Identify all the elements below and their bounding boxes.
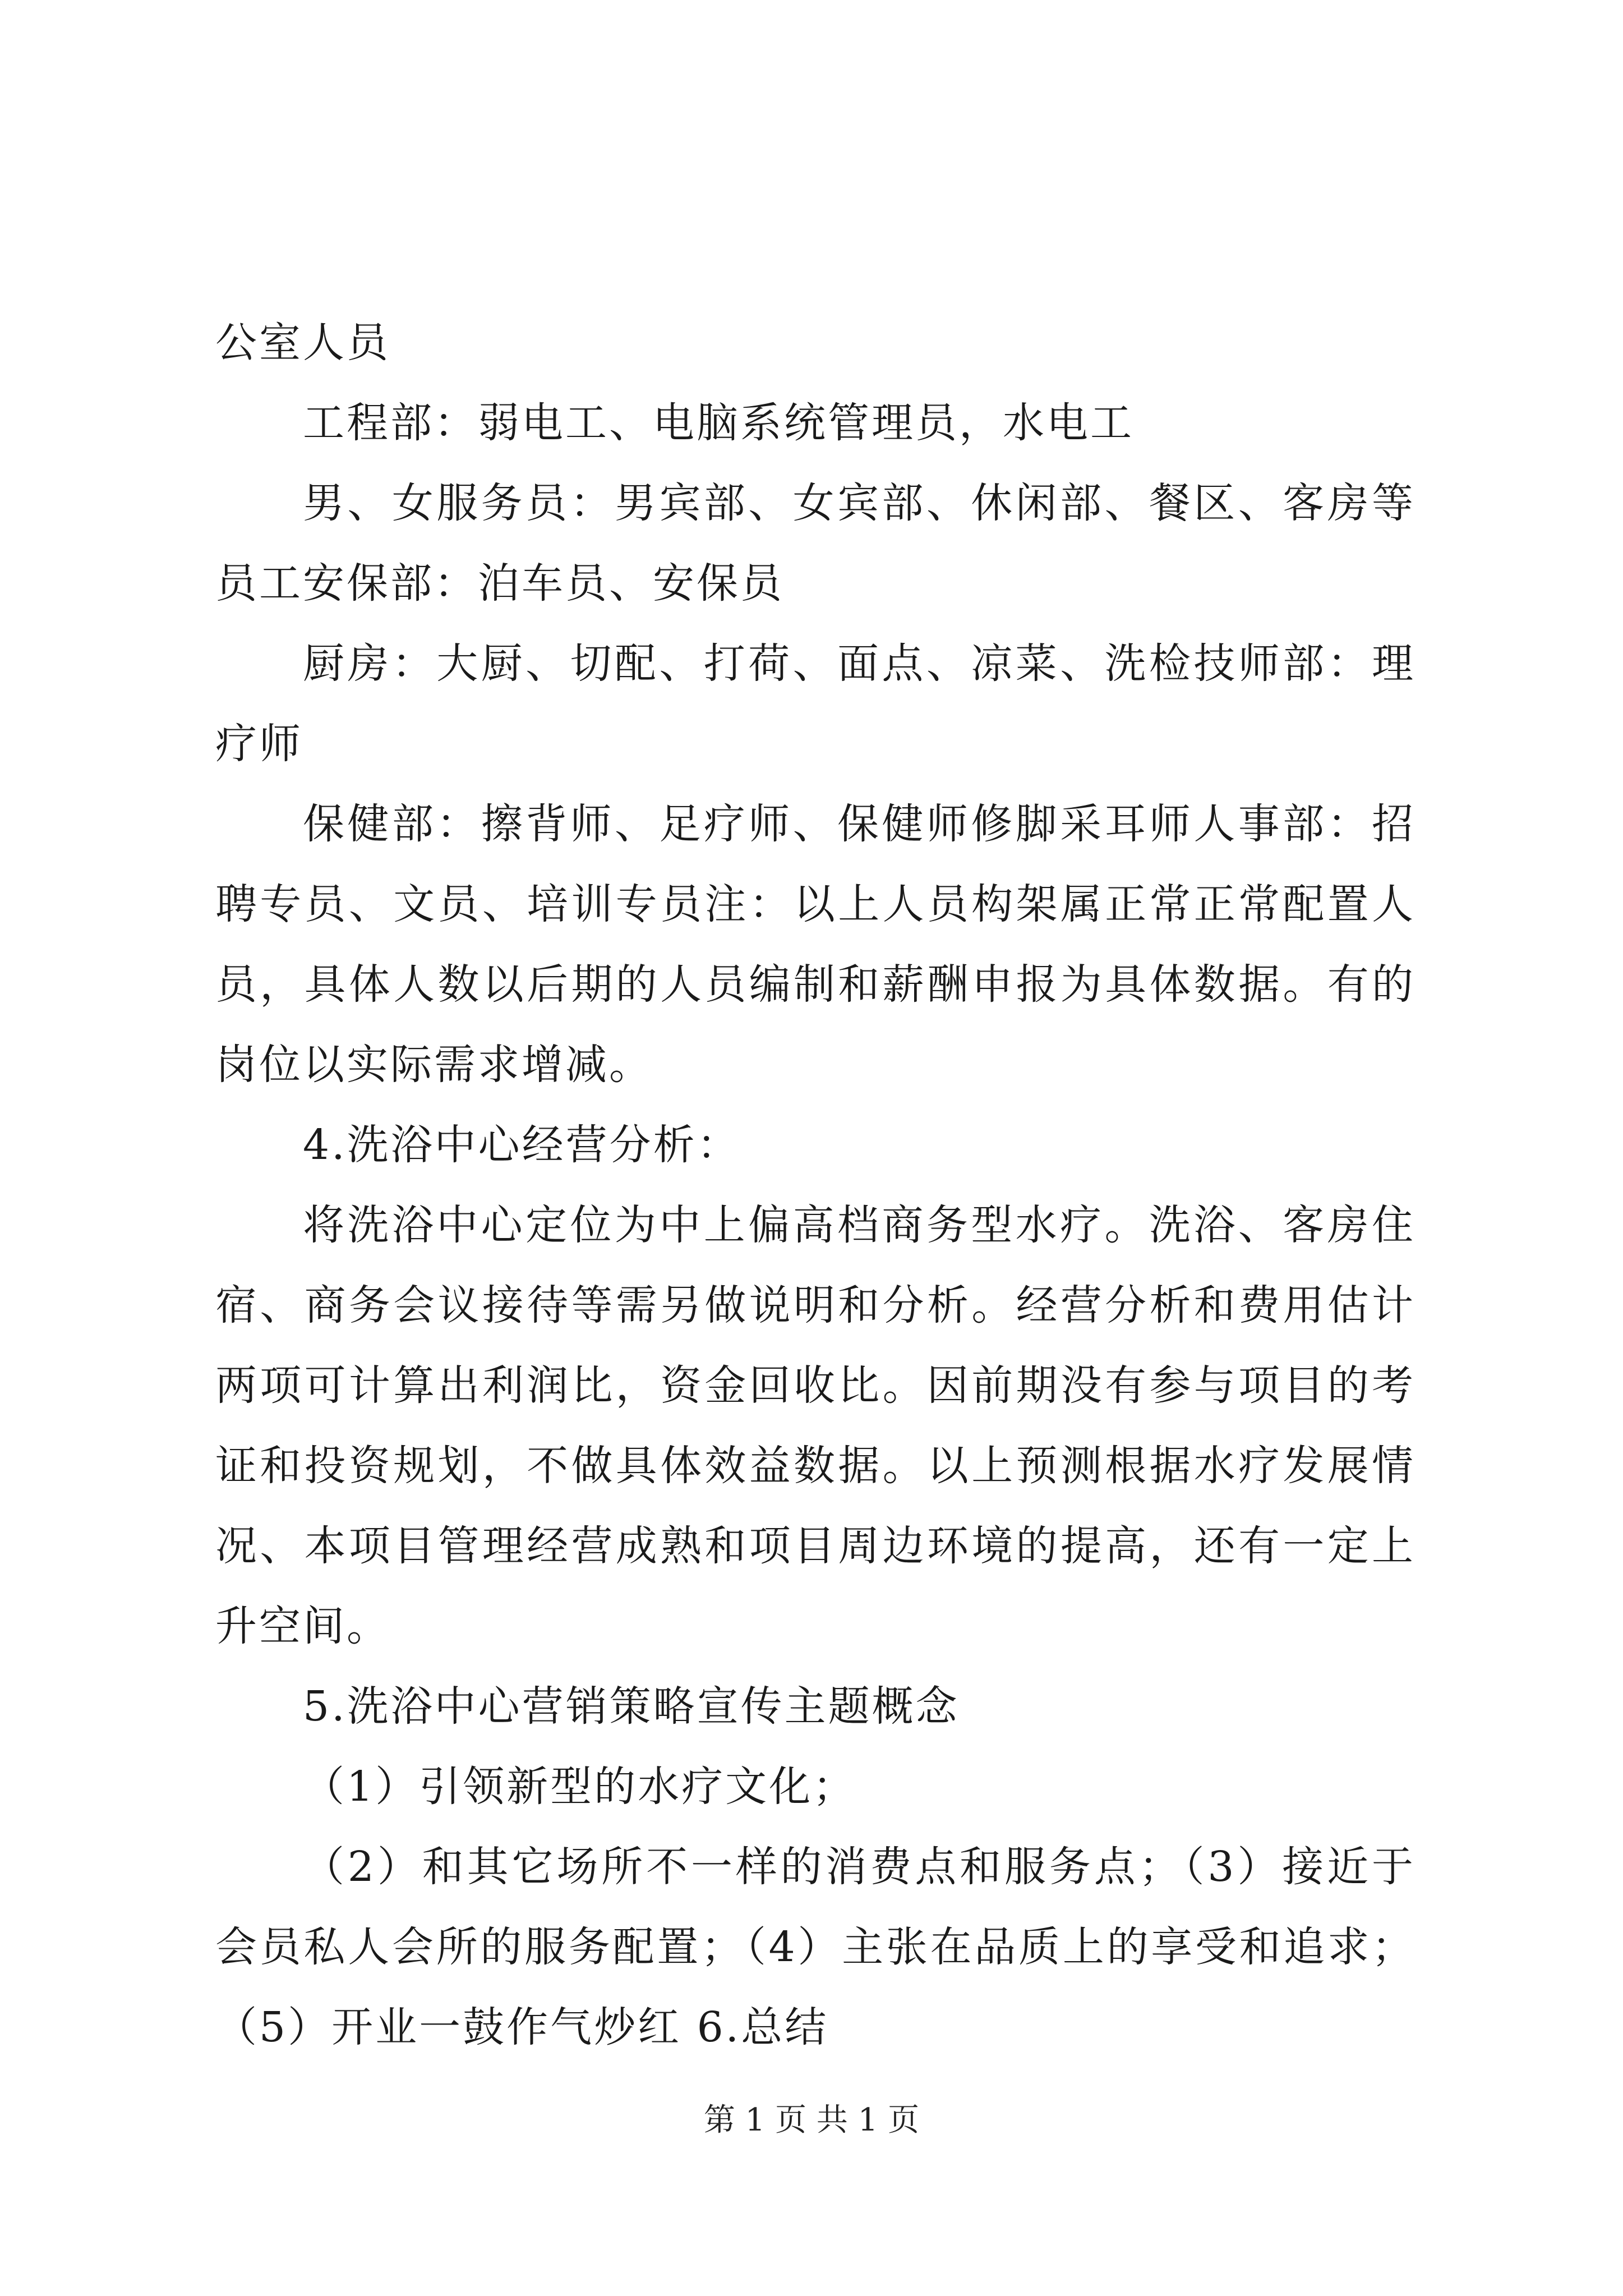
heading-marketing-strategy: 5.洗浴中心营销策略宣传主题概念 xyxy=(303,1682,960,1731)
paragraph-office-staff: 公室人员 xyxy=(215,319,390,367)
paragraph-engineering: 工程部：弱电工、电脑系统管理员，水电工 xyxy=(303,399,1134,447)
document-body xyxy=(215,303,1415,2068)
paragraph-service-staff: 男、女服务员：男宾部、女宾部、休闲部、餐区、客房等员工安保部：泊车员、安保员 xyxy=(215,479,1415,608)
paragraph-kitchen: 厨房：大厨、切配、打荷、面点、凉菜、洗检技师部：理疗师 xyxy=(215,639,1415,768)
list-item-1: （1）引领新型的水疗文化； xyxy=(303,1763,857,1811)
paragraph-positioning: 将洗浴中心定位为中上偏高档商务型水疗。洗浴、客房住宿、商务会议接待等需另做说明和分析。经营分析和费用估计两项可计算出利润比，资金回收比。因前期没有参与项目的考证和投资规划，不做具体效益数据。以上预测根据水疗发展情况、本项目管理经营成熟和项目周边环境的提高，还有一定上升空间。 xyxy=(215,1201,1415,1650)
paragraph-health-dept: 保健部：擦背师、足疗师、保健师修脚采耳师人事部：招聘专员、文员、培训专员注：以上人员构架属正常正常配置人员，具体人数以后期的人员编制和薪酬申报为具体数据。有的岗位以实际需求增减。 xyxy=(215,800,1415,1089)
list-item-2-5: （2）和其它场所不一样的消费点和服务点；（3）接近于会员私人会所的服务配置；（4）主张在品质上的享受和追求；（5）开业一鼓作气炒红 6.总结 xyxy=(215,1843,1415,2051)
heading-business-analysis: 4.洗浴中心经营分析： xyxy=(303,1121,741,1169)
page-footer: 第 1 页 共 1 页 xyxy=(703,2102,920,2138)
